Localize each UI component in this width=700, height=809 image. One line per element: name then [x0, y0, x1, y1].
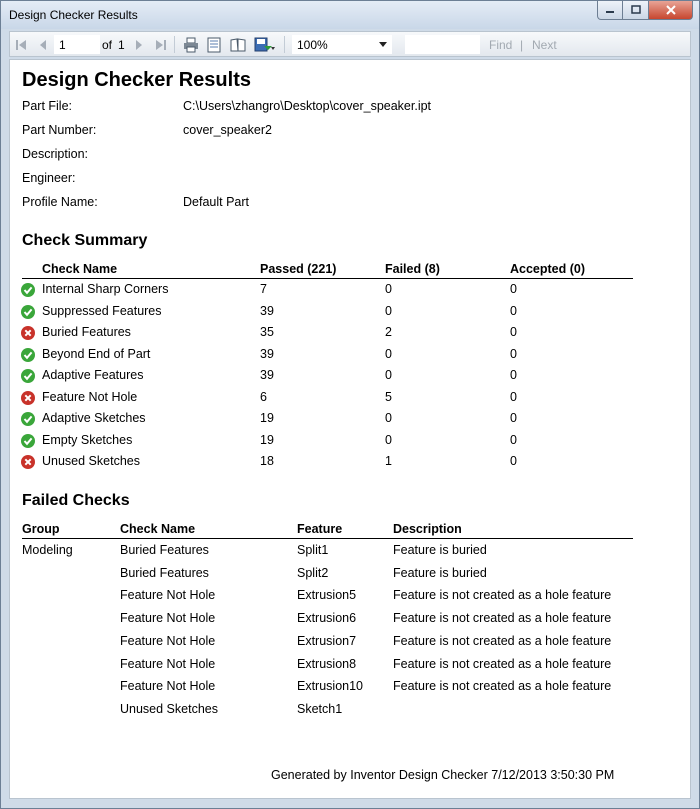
failed-header: Group	[22, 522, 60, 536]
check-passed-icon	[21, 434, 35, 448]
summary-cell-name: Suppressed Features	[42, 303, 162, 318]
failed-cell-group: Modeling	[22, 543, 73, 557]
minimize-icon	[605, 5, 615, 15]
summary-cell-accepted: 0	[510, 432, 517, 447]
summary-cell-passed: 7	[260, 282, 267, 296]
window-controls	[597, 1, 693, 21]
summary-cell-failed: 0	[385, 303, 392, 318]
summary-cell-name: Unused Sketches	[42, 454, 140, 468]
summary-cell-accepted: 0	[510, 368, 517, 382]
failed-cell-check: Unused Sketches	[120, 701, 218, 716]
search-input[interactable]	[405, 35, 480, 54]
failed-cell-description: Feature is buried	[393, 543, 487, 557]
summary-cell-name: Buried Features	[42, 325, 131, 339]
check-passed-icon	[21, 412, 35, 426]
prev-page-button[interactable]	[36, 37, 50, 53]
print-layout-icon	[206, 37, 222, 53]
summary-cell-failed: 0	[385, 282, 392, 296]
close-icon	[665, 5, 677, 15]
summary-header: Check Name	[42, 262, 118, 276]
field-value: C:\Users\zhangro\Desktop\cover_speaker.ipt	[183, 99, 432, 113]
maximize-icon	[631, 5, 641, 15]
failed-cell-feature: Extrusion7	[297, 633, 357, 648]
field-value: cover_speaker2	[183, 123, 272, 137]
summary-cell-accepted: 0	[510, 282, 517, 296]
summary-cell-accepted: 0	[510, 389, 517, 404]
check-passed-icon	[21, 348, 35, 362]
summary-cell-passed: 19	[260, 432, 274, 447]
failed-cell-check: Buried Features	[120, 543, 209, 557]
summary-cell-failed: 0	[385, 346, 392, 361]
failed-cell-feature: Extrusion6	[297, 611, 357, 626]
check-summary-heading: Check Summary	[22, 232, 148, 249]
maximize-button[interactable]	[623, 1, 649, 20]
summary-cell-accepted: 0	[510, 454, 517, 468]
failed-header: Feature	[297, 522, 343, 536]
check-failed-icon	[21, 326, 35, 340]
failed-header-rule	[22, 538, 633, 539]
summary-header-rule	[22, 278, 633, 279]
failed-cell-check: Feature Not Hole	[120, 633, 216, 648]
first-page-icon	[15, 39, 27, 51]
summary-cell-failed: 5	[385, 389, 392, 404]
summary-cell-accepted: 0	[510, 303, 517, 318]
last-page-icon	[155, 39, 167, 51]
failed-cell-check: Feature Not Hole	[120, 656, 216, 671]
check-failed-icon	[21, 455, 35, 469]
chevron-down-icon	[379, 42, 387, 48]
report-toolbar	[9, 31, 691, 57]
check-passed-icon	[21, 305, 35, 319]
summary-cell-name: Empty Sketches	[42, 432, 133, 447]
summary-cell-name: Adaptive Sketches	[42, 411, 146, 425]
check-passed-icon	[21, 369, 35, 383]
field-label: Part File:	[22, 99, 73, 113]
summary-header: Accepted (0)	[510, 262, 586, 276]
failed-cell-description: Feature is not created as a hole feature	[393, 679, 612, 694]
failed-header: Description	[393, 522, 462, 536]
failed-cell-description: Feature is buried	[393, 565, 487, 580]
first-page-button[interactable]	[14, 37, 28, 53]
find-next-separator: |	[520, 38, 524, 52]
failed-cell-feature: Extrusion8	[297, 656, 357, 671]
summary-header: Passed (221)	[260, 262, 337, 276]
toolbar-separator	[284, 36, 285, 53]
summary-cell-passed: 39	[260, 346, 274, 361]
field-value: Default Part	[183, 195, 250, 209]
zoom-value: 100%	[297, 38, 328, 52]
summary-cell-failed: 1	[385, 454, 392, 468]
summary-cell-accepted: 0	[510, 346, 517, 361]
page-setup-button[interactable]	[229, 37, 247, 53]
summary-cell-name: Adaptive Features	[42, 368, 144, 382]
summary-cell-passed: 39	[260, 368, 274, 382]
summary-cell-passed: 19	[260, 411, 274, 425]
failed-cell-check: Feature Not Hole	[120, 611, 216, 626]
summary-cell-accepted: 0	[510, 325, 517, 339]
summary-cell-name: Feature Not Hole	[42, 389, 138, 404]
toolbar-separator	[174, 36, 175, 53]
summary-cell-name: Internal Sharp Corners	[42, 282, 169, 296]
print-button[interactable]	[182, 37, 200, 53]
failed-cell-description: Feature is not created as a hole feature	[393, 611, 612, 626]
print-layout-button[interactable]	[205, 37, 223, 53]
summary-cell-passed: 18	[260, 454, 274, 468]
failed-cell-feature: Extrusion10	[297, 679, 364, 694]
save-export-icon	[254, 37, 276, 53]
prev-page-icon	[37, 39, 49, 51]
report-footer: Generated by Inventor Design Checker 7/12/2013 3:50:30 PM	[271, 768, 615, 782]
field-label: Part Number:	[22, 123, 97, 137]
check-passed-icon	[21, 283, 35, 297]
failed-cell-check: Feature Not Hole	[120, 588, 216, 603]
failed-cell-description: Feature is not created as a hole feature	[393, 633, 612, 648]
summary-cell-passed: 6	[260, 389, 267, 404]
field-label: Description:	[22, 147, 88, 161]
minimize-button[interactable]	[597, 1, 623, 20]
page-of-label: of	[102, 38, 113, 52]
check-failed-icon	[21, 391, 35, 405]
failed-cell-check: Feature Not Hole	[120, 679, 216, 694]
window-title: Design Checker Results	[9, 8, 138, 22]
failed-cell-check: Buried Features	[120, 565, 209, 580]
summary-cell-failed: 0	[385, 368, 392, 382]
failed-cell-feature: Sketch1	[297, 701, 343, 716]
summary-cell-passed: 39	[260, 303, 274, 318]
export-button[interactable]	[253, 37, 277, 53]
zoom-select[interactable]	[292, 35, 392, 54]
report-title: Design Checker Results	[22, 69, 251, 91]
summary-cell-failed: 0	[385, 432, 392, 447]
failed-checks-heading: Failed Checks	[22, 492, 130, 509]
next-link[interactable]: Next	[532, 38, 557, 52]
summary-cell-accepted: 0	[510, 411, 517, 425]
summary-cell-failed: 0	[385, 411, 392, 425]
next-page-icon	[133, 39, 145, 51]
summary-cell-name: Beyond End of Part	[42, 346, 151, 361]
failed-header: Check Name	[120, 522, 196, 536]
summary-cell-passed: 35	[260, 325, 274, 339]
find-link[interactable]: Find	[489, 38, 513, 52]
last-page-button[interactable]	[154, 37, 168, 53]
next-page-button[interactable]	[132, 37, 146, 53]
failed-cell-feature: Split1	[297, 543, 329, 557]
failed-cell-description: Feature is not created as a hole feature	[393, 656, 612, 671]
field-label: Profile Name:	[22, 195, 98, 209]
title-bar[interactable]	[1, 1, 699, 29]
close-button[interactable]	[649, 1, 693, 20]
field-label: Engineer:	[22, 171, 76, 185]
report-page	[9, 59, 691, 799]
failed-cell-description: Feature is not created as a hole feature	[393, 588, 612, 603]
failed-cell-feature: Extrusion5	[297, 588, 357, 603]
page-setup-icon	[230, 37, 246, 53]
page-number-input[interactable]	[54, 35, 100, 54]
print-icon	[183, 37, 199, 53]
failed-cell-feature: Split2	[297, 565, 329, 580]
summary-header: Failed (8)	[385, 262, 440, 276]
total-pages: 1	[118, 38, 125, 52]
summary-cell-failed: 2	[385, 325, 392, 339]
